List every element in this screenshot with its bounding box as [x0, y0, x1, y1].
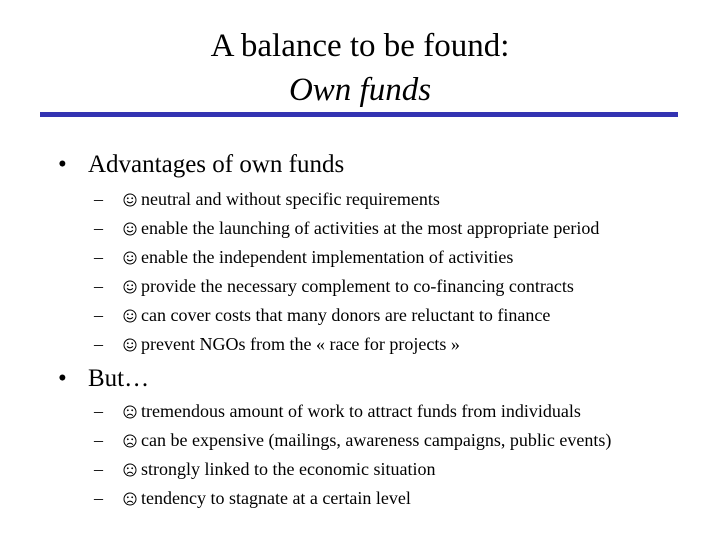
list-item-text: tremendous amount of work to attract funds from individuals	[141, 401, 581, 421]
list-item-text: prevent NGOs from the « race for projects »	[141, 334, 460, 354]
dash: –	[94, 459, 103, 479]
dash: –	[94, 247, 103, 267]
bullet: •	[58, 365, 67, 392]
bullet: •	[58, 151, 67, 178]
slide-subtitle: Own funds	[288, 72, 432, 108]
sad-face-icon	[123, 458, 137, 480]
dash: –	[94, 430, 103, 450]
dash: –	[94, 305, 103, 325]
sad-face-icon	[123, 429, 137, 451]
dash: –	[94, 189, 103, 209]
smiley-face-icon	[123, 304, 137, 326]
dash: –	[94, 488, 103, 508]
sad-face-icon	[123, 400, 137, 422]
list-item-text: strongly linked to the economic situation	[141, 459, 436, 479]
dash: –	[94, 276, 103, 296]
list-item-text: provide the necessary complement to co-financing contracts	[141, 276, 574, 296]
list-item-text: neutral and without specific requirements	[141, 189, 440, 209]
smiley-face-icon	[123, 275, 137, 297]
smiley-face-icon	[123, 188, 137, 210]
sad-face-icon	[123, 487, 137, 509]
list-item-text: enable the launching of activities at the most appropriate period	[141, 218, 600, 238]
list-item-text: can be expensive (mailings, awareness campaigns, public events)	[141, 430, 612, 450]
smiley-face-icon	[123, 333, 137, 355]
slide-title: A balance to be found:	[210, 28, 510, 64]
list-item-text: can cover costs that many donors are reluctant to finance	[141, 305, 551, 325]
dash: –	[94, 218, 103, 238]
section-heading: Advantages of own funds	[88, 151, 345, 178]
list-item-text: enable the independent implementation of activities	[141, 247, 514, 267]
smiley-face-icon	[123, 246, 137, 268]
dash: –	[94, 401, 103, 421]
title-divider	[40, 112, 678, 117]
section-heading: But…	[88, 365, 150, 392]
smiley-face-icon	[123, 217, 137, 239]
dash: –	[94, 334, 103, 354]
list-item-text: tendency to stagnate at a certain level	[141, 488, 411, 508]
